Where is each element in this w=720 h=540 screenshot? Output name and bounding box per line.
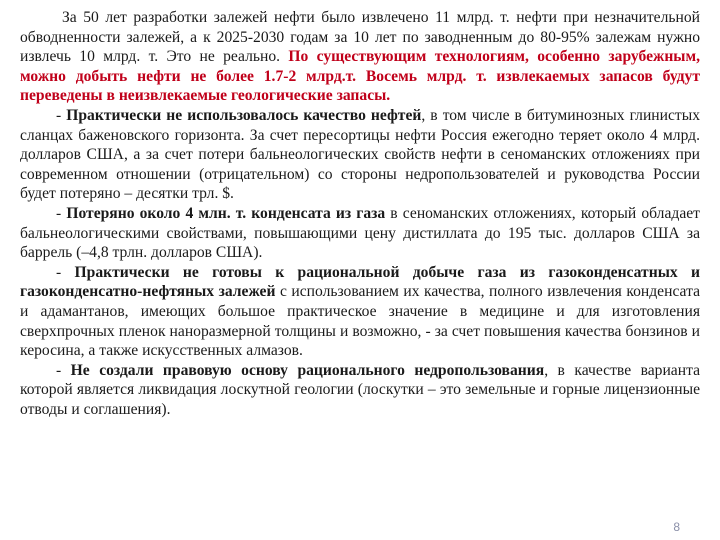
paragraph-4-dash: - xyxy=(56,263,75,281)
paragraph-5-text: , в качестве варианта которой является ликвидация лоскутной геологии (лоскутки – это земельные и горные лицензионные отводы и соглашения). xyxy=(20,361,700,418)
document-body xyxy=(20,8,700,419)
paragraph-2-dash: - xyxy=(56,106,67,124)
paragraph-3 xyxy=(20,204,700,263)
paragraph-1 xyxy=(20,8,700,106)
paragraph-4-bold: Практически не готовы к рациональной добыче газа из газоконденсатных и газоконденсатно-нефтяных залежей xyxy=(20,263,700,301)
paragraph-2-bold: Практически не использовалось качество нефтей xyxy=(66,106,422,124)
paragraph-2-text: , в том числе в битуминозных глинистых сланцах баженовского горизонта. За счет пересортицы нефти Россия ежегодно теряет около 4 млрд. долларов США, а за счет потери бальнеологических свойств нефти в сеноманских отложениях при современном отношении (отрицательном) со стороны недропользователей и руководства России будет потеряно – десятки трл. $. xyxy=(20,106,700,203)
paragraph-5-bold: Не создали правовую основу рационального недропользования xyxy=(70,361,545,379)
paragraph-5-dash: - xyxy=(56,361,71,379)
paragraph-3-bold: Потеряно около 4 млн. т. конденсата из газа xyxy=(66,204,386,222)
paragraph-5 xyxy=(20,361,700,420)
paragraph-1-highlight: По существующим технологиям, особенно зарубежным, можно добыть нефти не более 1.7-2 млрд.т. Восемь млрд. т. извлекаемых запасов будут переведены в неизвлекаемые геологические запасы. xyxy=(20,48,700,105)
paragraph-2 xyxy=(20,106,700,204)
paragraph-3-text: в сеноманских отложениях, который обладает бальнеологическими свойствами, повышающими цену дистиллата до 195 тыс. долларов США за баррель (–4,8 трлн. долларов США). xyxy=(20,204,700,262)
paragraph-1-text: За 50 лет разработки залежей нефти было извлечено 11 млрд. т. нефти при незначительной обводненности залежей, а к 2025-2030 годам за 10 лет по заводненным до 80-95% залежам нужно извлечь 10 млрд. т. Это не реально. xyxy=(20,9,700,66)
paragraph-3-dash: - xyxy=(56,204,67,222)
page-number: 8 xyxy=(673,520,680,534)
paragraph-4-text: с использованием их качества, полного извлечения конденсата и адамантанов, имеющих большое практическое значение в медицине и для изготовления сверхпрочных пленок наноразмерной толщины и возможно, - за счет повышения качества бонзинов и керосина, а также искусственных алмазов. xyxy=(20,283,701,360)
paragraph-4 xyxy=(20,263,700,361)
